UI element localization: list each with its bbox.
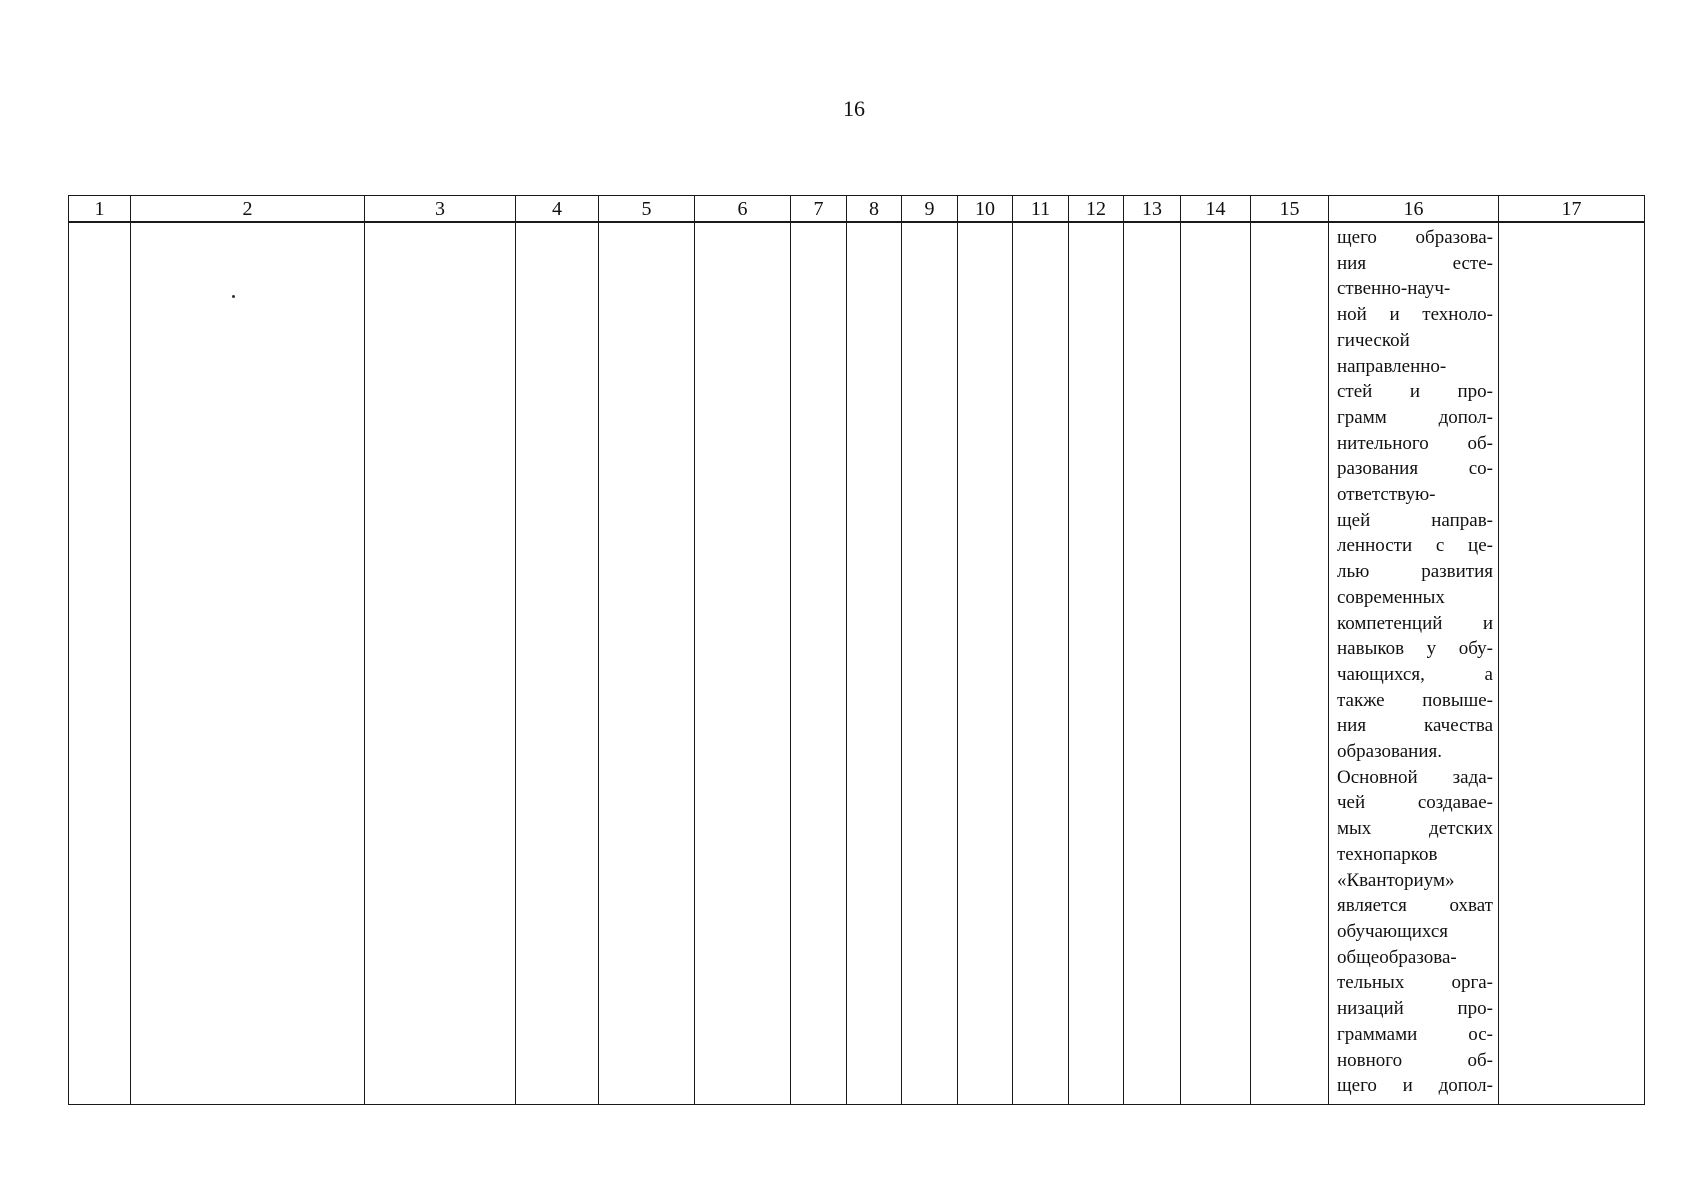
column-header: 16 bbox=[1329, 196, 1499, 223]
column-header: 12 bbox=[1069, 196, 1124, 223]
table-cell bbox=[599, 222, 695, 1105]
table-cell bbox=[1499, 222, 1645, 1105]
column-16-line: граммами ос- bbox=[1337, 1023, 1493, 1045]
column-16-line: ответствую- bbox=[1337, 484, 1436, 506]
column-header: 9 bbox=[902, 196, 958, 223]
column-header: 15 bbox=[1251, 196, 1329, 223]
column-header: 1 bbox=[69, 196, 131, 223]
page-number: 16 bbox=[843, 96, 865, 121]
column-header: 2 bbox=[131, 196, 365, 223]
column-16-line: низаций про- bbox=[1337, 998, 1493, 1020]
column-header: 8 bbox=[847, 196, 902, 223]
column-16-line: современных bbox=[1337, 586, 1445, 608]
column-16-line: компетенций и bbox=[1337, 612, 1493, 634]
table-cell bbox=[958, 222, 1013, 1105]
column-16-line: Основной зада- bbox=[1337, 766, 1493, 788]
table-cell-column-16 bbox=[1329, 222, 1499, 1105]
table-cell bbox=[847, 222, 902, 1105]
column-16-line: щего образова- bbox=[1337, 227, 1493, 248]
column-header: 6 bbox=[695, 196, 791, 223]
table-cell bbox=[902, 222, 958, 1105]
column-16-line: обучающихся bbox=[1337, 920, 1449, 942]
table-cell bbox=[695, 222, 791, 1105]
column-header: 11 bbox=[1013, 196, 1069, 223]
table-cell bbox=[1251, 222, 1329, 1105]
column-16-line: щей направ- bbox=[1337, 509, 1493, 531]
column-16-line: ственно-науч- bbox=[1337, 278, 1451, 300]
column-16-text bbox=[1329, 223, 1498, 1099]
column-16-line: навыков у обу- bbox=[1337, 638, 1493, 660]
table-cell bbox=[365, 222, 516, 1105]
column-16-line: грамм допол- bbox=[1337, 406, 1493, 428]
column-16-line: разования со- bbox=[1337, 458, 1493, 480]
column-16-line: чающихся, а bbox=[1337, 663, 1493, 685]
column-16-line: также повыше- bbox=[1337, 689, 1493, 711]
column-16-line: образования. bbox=[1337, 741, 1442, 763]
column-16-line: направленно- bbox=[1337, 355, 1447, 377]
column-16-line: нительного об- bbox=[1337, 432, 1493, 454]
table-cell bbox=[131, 222, 365, 1105]
column-16-line: «Кванториум» bbox=[1337, 869, 1455, 891]
table-cell bbox=[1069, 222, 1124, 1105]
table-cell bbox=[1124, 222, 1181, 1105]
column-16-line: ния качества bbox=[1337, 715, 1493, 737]
table-cell bbox=[69, 222, 131, 1105]
table-cell bbox=[1181, 222, 1251, 1105]
column-header: 10 bbox=[958, 196, 1013, 223]
column-header: 3 bbox=[365, 196, 516, 223]
column-header: 14 bbox=[1181, 196, 1251, 223]
table-cell bbox=[516, 222, 599, 1105]
column-16-line: ной и техноло- bbox=[1337, 304, 1493, 326]
column-header: 13 bbox=[1124, 196, 1181, 223]
column-16-line: чей создавае- bbox=[1337, 792, 1493, 814]
column-header: 5 bbox=[599, 196, 695, 223]
table-cell bbox=[791, 222, 847, 1105]
column-16-line: является охват bbox=[1337, 895, 1493, 917]
column-16-line: тельных орга- bbox=[1337, 972, 1493, 994]
table-row bbox=[69, 222, 1645, 1105]
column-16-line: технопарков bbox=[1337, 843, 1438, 865]
column-header: 4 bbox=[516, 196, 599, 223]
column-header: 7 bbox=[791, 196, 847, 223]
column-16-line: общеобразова- bbox=[1337, 946, 1457, 968]
column-16-line: щего и допол- bbox=[1337, 1075, 1493, 1097]
column-16-line: стей и про- bbox=[1337, 381, 1493, 403]
column-16-line: ленности с це- bbox=[1337, 535, 1493, 557]
column-16-line: гической bbox=[1337, 329, 1410, 351]
column-16-line: ния есте- bbox=[1337, 252, 1493, 274]
column-16-line: мых детских bbox=[1337, 818, 1493, 840]
table-cell bbox=[1013, 222, 1069, 1105]
header-row bbox=[69, 196, 1645, 223]
column-header: 17 bbox=[1499, 196, 1645, 223]
column-16-line: новного об- bbox=[1337, 1049, 1493, 1071]
data-table bbox=[68, 195, 1645, 1105]
column-16-line: лью развития bbox=[1337, 561, 1493, 583]
